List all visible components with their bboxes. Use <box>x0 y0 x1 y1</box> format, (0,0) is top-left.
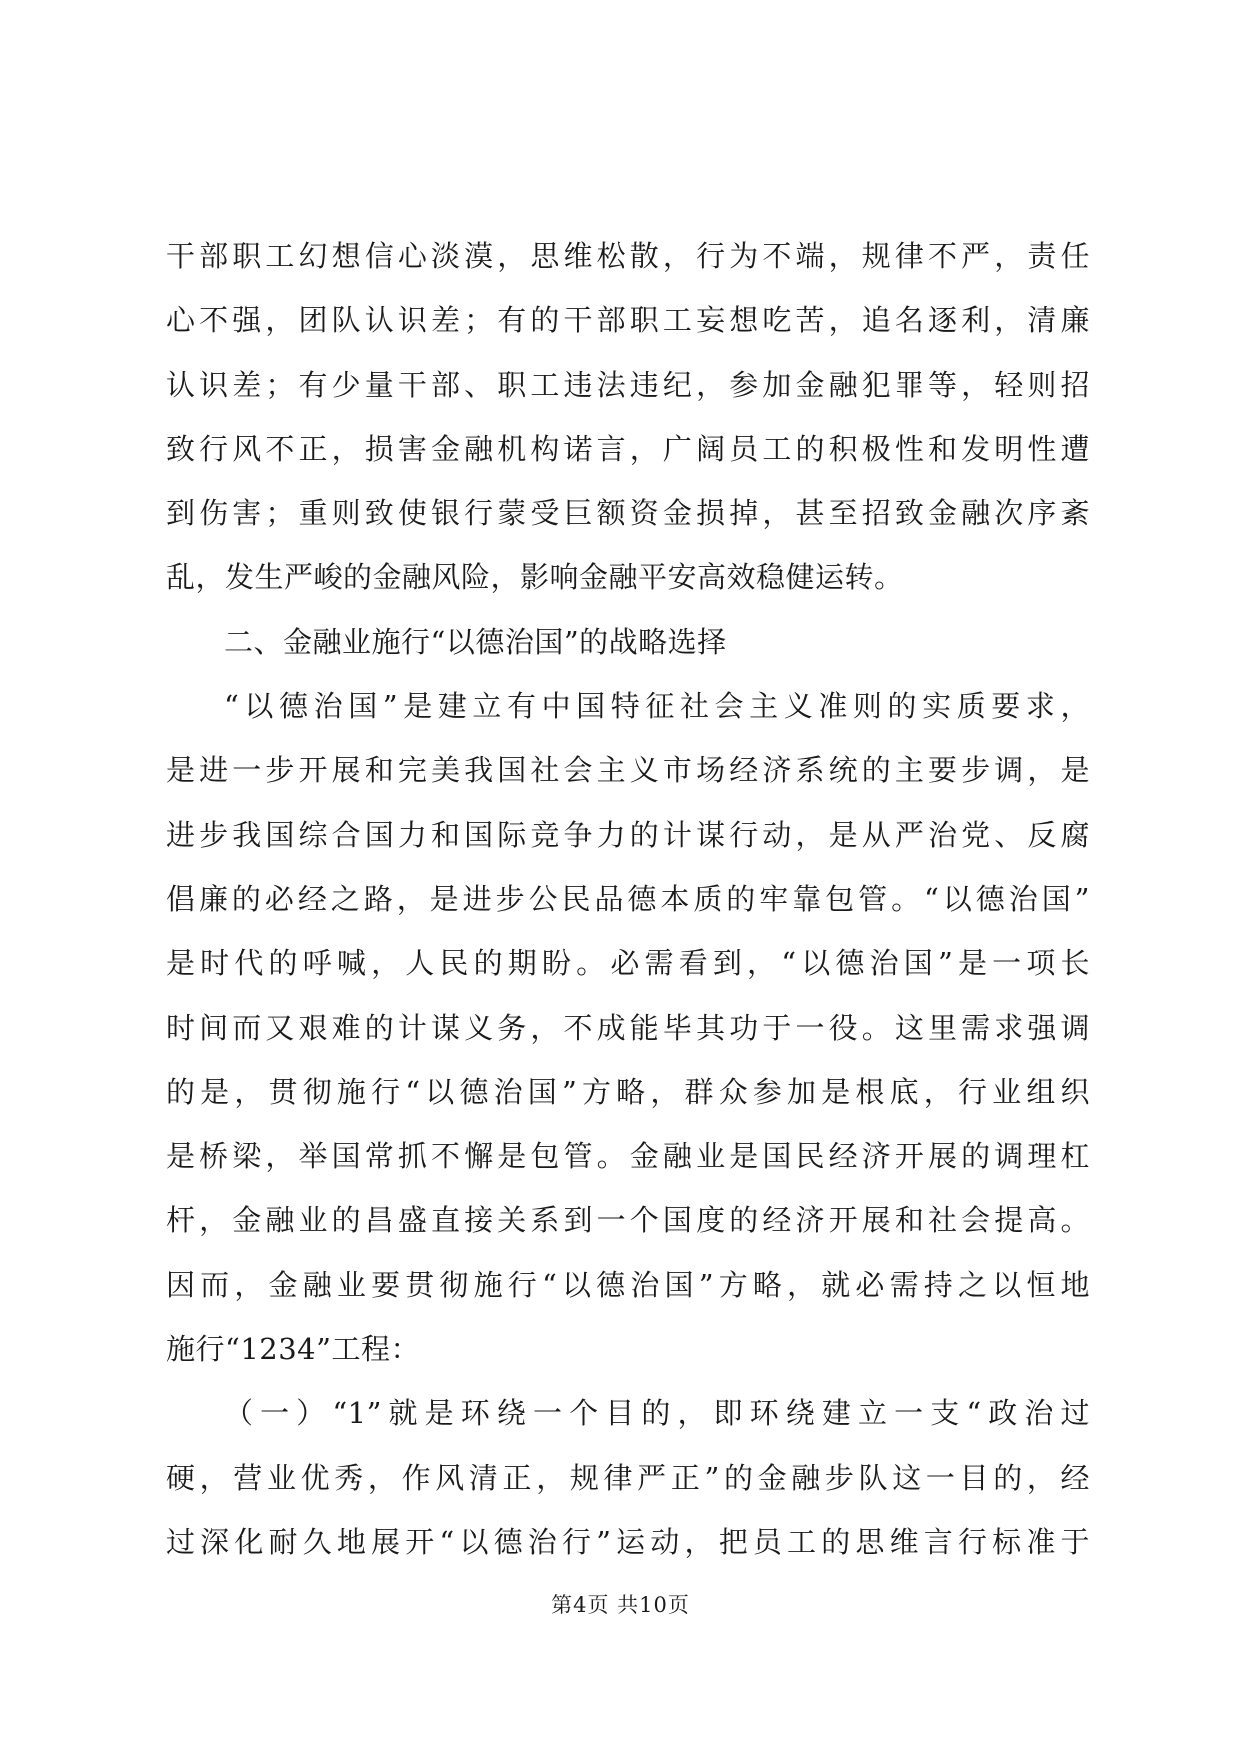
text-line: （一）“1”就是环绕一个目的，即环绕建立一支“政治过 <box>224 1396 1090 1431</box>
text-line: 的是，贯彻施行“以德治国”方略，群众参加是根底，行业组织 <box>166 1074 1090 1109</box>
text-line: 是时代的呼喊，人民的期盼。必需看到，“以德治国”是一项长 <box>166 946 1090 981</box>
text-line: 认识差；有少量干部、职工违法违纪，参加金融犯罪等，轻则招 <box>166 367 1090 402</box>
text-line: 干部职工幻想信心淡漠，思维松散，行为不端，规律不严，责任 <box>166 239 1090 273</box>
text-line: 乱，发生严峻的金融风险，影响金融平安高效稳健运转。 <box>166 560 904 595</box>
section-heading: 二、金融业施行“以德治国”的战略选择 <box>224 624 727 659</box>
text-line: 倡廉的必经之路，是进步公民品德本质的牢靠包管。“以德治国” <box>166 881 1090 916</box>
text-line: 时间而又艰难的计谋义务，不成能毕其功于一役。这里需求强调 <box>166 1010 1090 1045</box>
page-number-footer: 第4页 共10页 <box>551 1593 690 1617</box>
text-line: 施行“1234”工程： <box>166 1332 420 1367</box>
text-line: 因而，金融业要贯彻施行“以德治国”方略，就必需持之以恒地 <box>166 1267 1090 1302</box>
text-line: 杆，金融业的昌盛直接关系到一个国度的经济开展和社会提高。 <box>166 1203 1090 1238</box>
text-line: “以德治国”是建立有中国特征社会主义准则的实质要求， <box>224 689 1090 724</box>
text-line: 到伤害；重则致使银行蒙受巨额资金损掉，甚至招致金融次序紊 <box>166 496 1090 531</box>
body-text <box>166 224 1090 1574</box>
text-line: 过深化耐久地展开“以德治行”运动，把员工的思维言行标准于 <box>166 1524 1090 1559</box>
text-line: 进步我国综合国力和国际竞争力的计谋行动，是从严治党、反腐 <box>166 817 1090 852</box>
text-line: 致行风不正，损害金融机构诺言，广阔员工的积极性和发明性遭 <box>166 431 1090 466</box>
text-line: 是桥梁，举国常抓不懈是包管。金融业是国民经济开展的调理杠 <box>166 1139 1090 1174</box>
text-line: 心不强，团队认识差；有的干部职工妄想吃苦，追名逐利，清廉 <box>166 303 1090 338</box>
text-line: 是进一步开展和完美我国社会主义市场经济系统的主要步调，是 <box>166 753 1090 788</box>
text-line: 硬，营业优秀，作风清正，规律严正”的金融步队这一目的，经 <box>166 1460 1090 1495</box>
